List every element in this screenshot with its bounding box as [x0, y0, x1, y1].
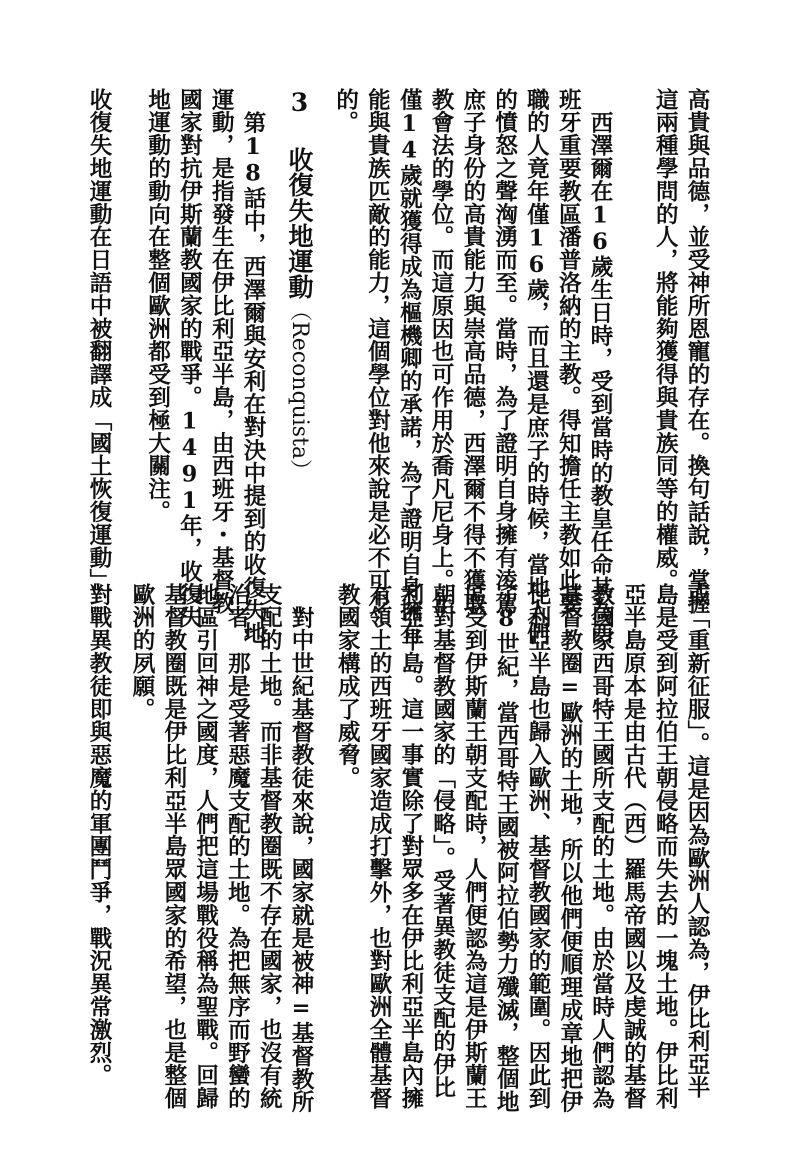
bottom-left-block [125, 583, 316, 1113]
text-line: 比利亞半島也歸入歐洲、基督教國家的範圍。因此到 [525, 583, 552, 1110]
text-line: 地區引回神之國度，人們把這場戰役稱為聖戰。回歸 [192, 583, 219, 1110]
text-line: 利亞半島。這一事實除了對眾多在伊比利亞半島內擁 [397, 583, 424, 1110]
top-continuation-block [648, 88, 712, 615]
text-line: 班牙重要教區潘普洛納的主教。得知擔任主教如此要 [555, 88, 582, 615]
text-line: 基督教圈既是伊比利亞半島眾國家的希望，也是整個 [160, 583, 187, 1110]
text-line: 收復失地運動在日語中被翻譯成「國土恢復運動」 [86, 88, 112, 592]
text-line: 治者，那是受著惡魔支配的土地。為把無序而野蠻的 [224, 583, 251, 1110]
section-heading-title: 3 收復失地運動 [285, 88, 314, 300]
text-line: 教國家構成了威脅。 [334, 583, 361, 790]
text-line: 或「重新征服」。這是因為歐洲人認為，伊比利亞半 [684, 583, 710, 1099]
text-line: 朝對基督教國家的「侵略」。受著異教徒支配的伊比 [429, 583, 456, 1099]
text-line: 島是受到阿拉伯王朝侵略而失去的一塊土地。伊比利 [652, 583, 679, 1110]
text-line: 對中世紀基督教徒來說，國家就是被神=基督教所 [288, 605, 314, 1113]
text-line: 區受到伊斯蘭王朝支配時，人們便認為這是伊斯蘭王 [461, 583, 488, 1110]
section-last-line-block [82, 88, 114, 592]
text-line: 這兩種學問的人，將能夠獲得與貴族同等的權威。 [652, 88, 679, 592]
section-block [141, 88, 316, 645]
text-line: 基督教圈=歐洲的土地，所以他們便順理成章地把伊 [556, 583, 583, 1114]
text-line: 亞半島原本是由古代（西）羅馬帝國以及虔誠的基督 [620, 583, 647, 1110]
text-line: 職的人竟年僅16歲，而且還是庶子的時候，當地人們 [523, 88, 550, 645]
text-line: 能與貴族匹敵的能力，這個學位對他來說是必不可少 [364, 88, 391, 615]
text-line: 地運動的動向在整個歐洲都受到極大關注。 [144, 88, 171, 524]
text-line: 運動，是指發生在伊比利亞半島，由西班牙・基督教 [208, 88, 235, 615]
text-line: 的憤怒之聲洶湧而至。當時，為了證明自身擁有淩駕 [491, 88, 518, 615]
text-line: 西澤爾在16歲生日時，受到當時的教皇任命其為西 [587, 110, 613, 645]
text-line: 高貴與品德，並受神所恩寵的存在。換句話說，掌握 [684, 88, 710, 615]
text-line: 庶子身份的高貴能力與崇高品德，西澤爾不得不獲取 [459, 88, 486, 615]
text-line: 支配的土地。而非基督教圈既不存在國家，也沒有統 [256, 583, 283, 1110]
text-line: 教國家西哥特王國所支配的土地。由於當時人們認為 [588, 583, 615, 1110]
bottom-last-line-block [82, 583, 114, 1087]
text-line: 的。 [332, 88, 359, 134]
text-line: 國家對抗伊斯蘭教國家的戰爭。1491年，收復失 [176, 88, 203, 629]
text-line: 僅14歲就獲得成為樞機卿的承諾，為了證明自身擁有 [396, 88, 423, 645]
text-line: 對戰異教徒即與惡魔的軍團鬥爭，戰況異常激烈。 [86, 583, 112, 1087]
text-line: 歐洲的夙願。 [129, 583, 156, 721]
text-line: 教會法的學位。而這原因也可作用於喬凡尼身上。年 [428, 88, 455, 615]
text-line: 了8世紀，當西哥特王國被阿拉伯勢力殲滅，整個地 [493, 583, 520, 1114]
text-line: 有領土的西班牙國家造成打擊外，也對歐洲全體基督 [366, 583, 393, 1110]
section-heading-latin: （Reconquista） [287, 299, 312, 482]
bottom-right-block [330, 583, 712, 1114]
top-paragraph-block [329, 88, 615, 645]
text-line: 第18話中，西澤爾與安利在對決中提到的收復失地 [240, 110, 266, 645]
section-heading [282, 88, 316, 558]
